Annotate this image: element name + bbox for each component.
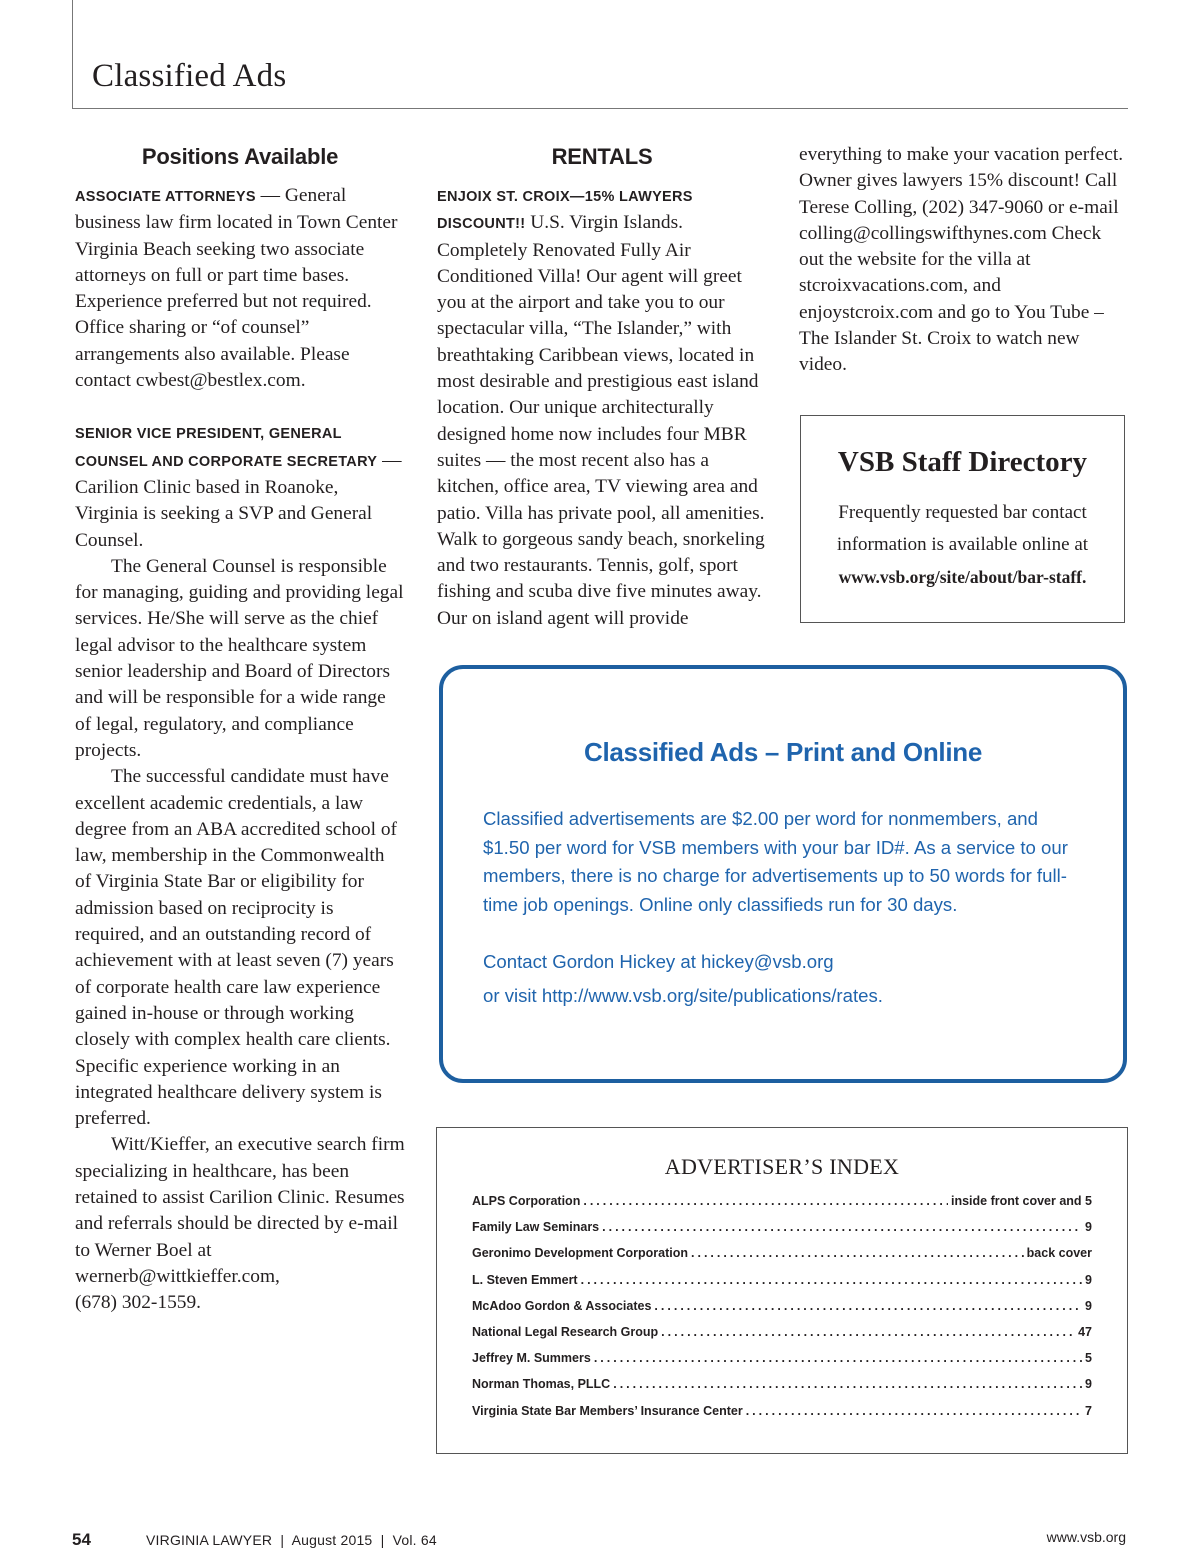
classified-info-visit[interactable]: or visit http://www.vsb.org/site/publications/rates. xyxy=(483,985,883,1006)
index-entry xyxy=(472,1325,1092,1351)
associate-attorneys-ad-body: — General business law firm located in Town Center Virginia Beach seeking two associate attorneys on full or part time bases. Experience preferred but not required. Office sharing or “of counsel” arrangements also available. Please contact cwbest@bestlex.com. xyxy=(75,185,398,392)
index-entry xyxy=(472,1246,1092,1272)
index-entry-name: L. Steven Emmert xyxy=(472,1272,578,1287)
index-entry-name: Family Law Seminars xyxy=(472,1220,600,1235)
index-leader-dots xyxy=(661,1325,1075,1339)
index-entry-page: 9 xyxy=(1085,1220,1092,1235)
index-entry-page: 47 xyxy=(1078,1324,1092,1339)
svp-phone: (678) 302-1559. xyxy=(75,1292,202,1314)
index-entry-name: Norman Thomas, PLLC xyxy=(472,1377,611,1392)
svp-paragraph-2: The General Counsel is responsible for managing, guiding and providing legal services. He/She will serve as the chief legal advisor to the healthcare system senior leadership and Board of Directors and will be responsible for a wide range of legal, regulatory, and compliance projects. xyxy=(75,555,404,761)
index-leader-dots xyxy=(594,1351,1082,1365)
index-entry-name: McAdoo Gordon & Associates xyxy=(472,1298,652,1313)
svp-general-counsel-ad-body: — Carilion Clinic based in Roanoke, Virginia is seeking a SVP and General Counsel. xyxy=(75,449,402,551)
page-number: 54 xyxy=(72,1530,91,1549)
index-entry-page: 9 xyxy=(1085,1377,1092,1392)
footer-url[interactable]: www.vsb.org xyxy=(1046,1529,1126,1545)
classified-info-contact[interactable]: Contact Gordon Hickey at hickey@vsb.org xyxy=(483,951,834,972)
advertisers-index-box xyxy=(436,1127,1128,1454)
publication-info: VIRGINIA LAWYER | August 2015 | Vol. 64 xyxy=(146,1532,437,1548)
index-entry xyxy=(472,1377,1092,1403)
associate-attorneys-ad xyxy=(75,183,405,394)
positions-column xyxy=(75,142,405,1316)
advertisers-index-list xyxy=(472,1194,1092,1430)
index-entry xyxy=(472,1220,1092,1246)
svp-paragraph-3: The successful candidate must have excellent academic credentials, a law degree from an ABA accredited school of law, membership in the Commonwealth of Virginia State Bar or eligibility for admission based on reciprocity is required, and an outstanding record of achievement with at least seven (7) years of corporate health care law experience gained in-house or through working closely with complex health care clients. Specific experience working in an integrated healthcare delivery system is preferred. xyxy=(75,766,397,1130)
index-entry-page: inside front cover and 5 xyxy=(950,1194,1092,1208)
svp-general-counsel-ad xyxy=(75,420,405,553)
rentals-heading: RENTALS xyxy=(551,144,653,169)
index-leader-dots xyxy=(613,1377,1082,1391)
svp-general-counsel-ad-head: SENIOR VICE PRESIDENT, GENERAL COUNSEL AND CORPORATE SECRETARY xyxy=(75,426,378,470)
st-croix-ad-continued: everything to make your vacation perfect. Owner gives lawyers 15% discount! Call Terese Colling, (202) 347-9060 or e-mail colling@collingswifthynes.com Check out the website for the villa at stcroixvacations.com, and enjoystcroix.com and go to You Tube – The Islander St. Croix to watch new video. xyxy=(799,144,1124,376)
index-entry xyxy=(472,1351,1092,1377)
index-entry-page: 5 xyxy=(1085,1351,1092,1366)
index-entry-page: 9 xyxy=(1085,1272,1092,1287)
index-leader-dots xyxy=(581,1273,1082,1287)
index-entry xyxy=(472,1194,1092,1220)
index-leader-dots xyxy=(583,1194,948,1208)
index-entry-name: Virginia State Bar Members’ Insurance Center xyxy=(472,1403,743,1418)
index-leader-dots xyxy=(746,1404,1082,1418)
st-croix-ad-body: U.S. Virgin Islands. Completely Renovated Fully Air Conditioned Villa! Our agent will greet you at the airport and take you to our spectacular villa, “The Islander,” with breathtaking Caribbean views, located in most desirable and prestigious east island location. Our unique architecturally designed home now includes four MBR suites — the most recent also has a kitchen, office area, TV viewing area and patio. Villa has private pool, all amenities. Walk to gorgeous sandy beach, snorkeling and two restaurants. Tennis, golf, sport fishing and scuba dive five minutes away. Our on island agent will provide xyxy=(437,212,765,629)
index-leader-dots xyxy=(654,1299,1082,1313)
spacer xyxy=(75,394,405,420)
svp-paragraph-4: Witt/Kieffer, an executive search firm specializing in healthcare, has been retained to assist Carilion Clinic. Resumes and referrals should be directed by e-mail to Werner Boel at wernerb@wittkieffer.com, xyxy=(75,1134,405,1287)
index-entry-name: ALPS Corporation xyxy=(472,1194,581,1208)
index-leader-dots xyxy=(602,1220,1082,1234)
index-entry xyxy=(472,1273,1092,1299)
classified-info-box xyxy=(439,665,1127,1083)
classified-info-body: Classified advertisements are $2.00 per word for nonmembers, and $1.50 per word for VSB members with your bar ID#. As a service to our members, there is no charge for advertisements up to 50 words for full-time job openings. Online only classifieds run for 30 days. xyxy=(483,808,1068,915)
advertisers-index-title: ADVERTISER’S INDEX xyxy=(664,1154,900,1179)
section-title: Classified Ads xyxy=(92,58,287,94)
index-leader-dots xyxy=(691,1246,1024,1260)
associate-attorneys-ad-head: ASSOCIATE ATTORNEYS xyxy=(75,189,256,205)
header-vertical-rule xyxy=(72,0,73,108)
index-entry-name: National Legal Research Group xyxy=(472,1324,659,1339)
index-entry xyxy=(472,1299,1092,1325)
rentals-column xyxy=(437,142,767,632)
st-croix-ad xyxy=(437,183,767,632)
staff-directory-title: VSB Staff Directory xyxy=(837,446,1088,478)
staff-directory-box xyxy=(800,415,1125,623)
positions-heading: Positions Available xyxy=(141,144,339,169)
index-entry-page: back cover xyxy=(1026,1246,1092,1261)
index-entry-name: Jeffrey M. Summers xyxy=(472,1351,591,1366)
index-entry-page: 7 xyxy=(1085,1403,1092,1418)
staff-directory-text: Frequently requested bar contact information is available online at xyxy=(836,502,1089,555)
rentals-continued-column xyxy=(799,142,1129,379)
st-croix-ad-head: ENJOIX ST. CROIX—15% LAWYERS DISCOUNT!! xyxy=(437,189,693,233)
header-horizontal-rule xyxy=(72,108,1128,109)
classified-info-title: Classified Ads – Print and Online xyxy=(583,737,982,767)
index-entry-page: 9 xyxy=(1085,1298,1092,1313)
index-entry-name: Geronimo Development Corporation xyxy=(472,1246,688,1261)
index-entry xyxy=(472,1404,1092,1430)
staff-directory-link[interactable]: www.vsb.org/site/about/bar-staff. xyxy=(838,567,1087,587)
